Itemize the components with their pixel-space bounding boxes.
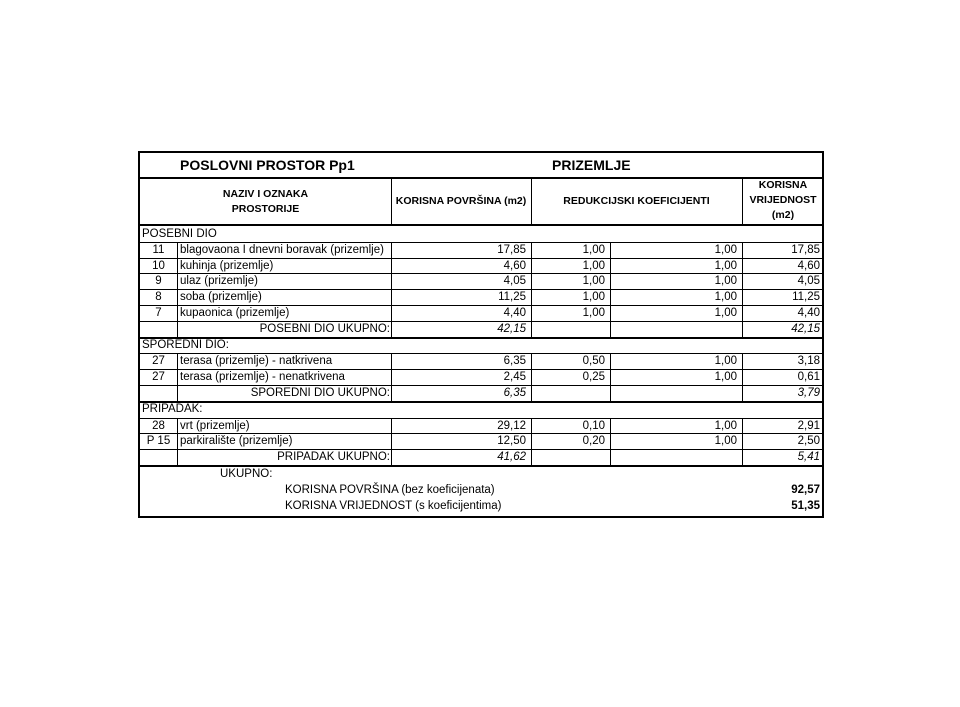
room-name: blagovaona I dnevni boravak (prizemlje) [180,243,384,256]
coefficient-1: 0,20 [582,435,605,448]
coefficient-1: 0,50 [582,355,605,368]
room-name: soba (prizemlje) [180,291,262,304]
room-name: vrt (prizemlje) [180,419,250,432]
coefficient-2: 1,00 [714,243,737,256]
section-total-value: 5,41 [797,451,820,464]
section-total-label: PRIPADAK UKUPNO: [277,451,390,464]
title-left: POSLOVNI PROSTOR Pp1 [180,157,355,173]
coefficient-2: 1,00 [714,275,737,288]
coefficient-1: 0,10 [582,419,605,432]
title-divider [140,177,822,179]
grand-total-value-value: 51,35 [791,499,820,512]
room-value: 17,85 [791,243,820,256]
coefficient-1: 1,00 [582,243,605,256]
room-code: 28 [152,419,165,432]
room-code: 10 [152,259,165,272]
section-title: POSEBNI DIO [142,227,217,240]
room-name: kuhinja (prizemlje) [180,259,274,272]
room-value: 3,18 [797,355,820,368]
room-area: 12,50 [497,435,526,448]
section-total-area: 42,15 [497,322,526,335]
coefficient-2: 1,00 [714,307,737,319]
room-value: 2,91 [797,419,820,432]
grand-total-value-label: KORISNA VRIJEDNOST (s koeficijentima) [285,499,502,512]
room-area: 17,85 [497,243,526,256]
room-code: 27 [152,355,165,368]
header-koeficijenti: REDUKCIJSKI KOEFICIJENTI [563,195,710,207]
coefficient-1: 1,00 [582,291,605,304]
coefficient-1: 1,00 [582,259,605,272]
room-area: 4,60 [503,259,526,272]
room-area: 11,25 [498,291,526,304]
room-code: 8 [155,291,162,304]
room-area: 6,35 [503,355,526,368]
coefficient-2: 1,00 [714,419,737,432]
room-area: 29,12 [497,419,526,432]
room-code: P 15 [146,435,171,448]
room-value: 4,60 [797,259,820,272]
column-divider [610,418,611,465]
column-divider [531,353,532,400]
section-total-label: SPOREDNI DIO UKUPNO: [250,387,390,399]
coefficient-2: 1,00 [714,259,737,272]
section-total-value: 42,15 [791,322,820,335]
coefficient-2: 1,00 [714,355,737,368]
header-vrijednost: KORISNA VRIJEDNOST (m2) [749,179,817,221]
column-divider [531,418,532,465]
room-code: 27 [152,371,165,384]
room-area: 2,45 [503,371,526,384]
room-value: 4,40 [797,307,820,319]
coefficient-2: 1,00 [714,371,737,384]
grand-total-area-value: 92,57 [791,483,820,496]
column-divider [742,178,743,224]
room-value: 11,25 [792,291,820,304]
coefficient-2: 1,00 [714,435,737,448]
section-title: SPOREDNI DIO: [142,339,229,352]
room-value: 2,50 [797,435,820,448]
coefficient-1: 1,00 [582,307,605,319]
room-name: ulaz (prizemlje) [180,275,258,288]
title-right: PRIZEMLJE [552,157,631,173]
column-divider [391,178,392,224]
section-total-value: 3,79 [797,387,820,399]
column-divider [531,242,532,337]
header-naziv: NAZIV I OZNAKA PROSTORIJE [222,188,309,215]
area-table [138,151,824,518]
room-value: 0,61 [797,371,820,384]
coefficient-1: 0,25 [582,371,605,384]
room-name: kupaonica (prizemlje) [180,307,290,319]
section-total-label: POSEBNI DIO UKUPNO: [259,322,390,335]
coefficient-1: 1,00 [582,275,605,288]
room-name: terasa (prizemlje) - nenatkrivena [180,371,345,384]
header-povrsina: KORISNA POVRŠINA (m2) [395,195,527,207]
room-name: parkiralište (prizemlje) [180,435,293,448]
section-total-area: 41,62 [497,451,526,464]
grand-total-title: UKUPNO: [220,467,273,480]
column-divider [610,242,611,337]
room-code: 9 [155,275,162,288]
section-total-area: 6,35 [503,387,526,399]
room-code: 7 [155,307,162,319]
section-title: PRIPADAK: [142,403,203,416]
grand-total-area-label: KORISNA POVRŠINA (bez koeficijenata) [285,483,495,496]
room-area: 4,40 [503,307,526,319]
room-name: terasa (prizemlje) - natkrivena [180,355,333,368]
room-value: 4,05 [797,275,820,288]
room-code: 11 [152,243,165,256]
column-divider [531,178,532,224]
coefficient-2: 1,00 [714,291,737,304]
column-divider [610,353,611,400]
room-area: 4,05 [503,275,526,288]
